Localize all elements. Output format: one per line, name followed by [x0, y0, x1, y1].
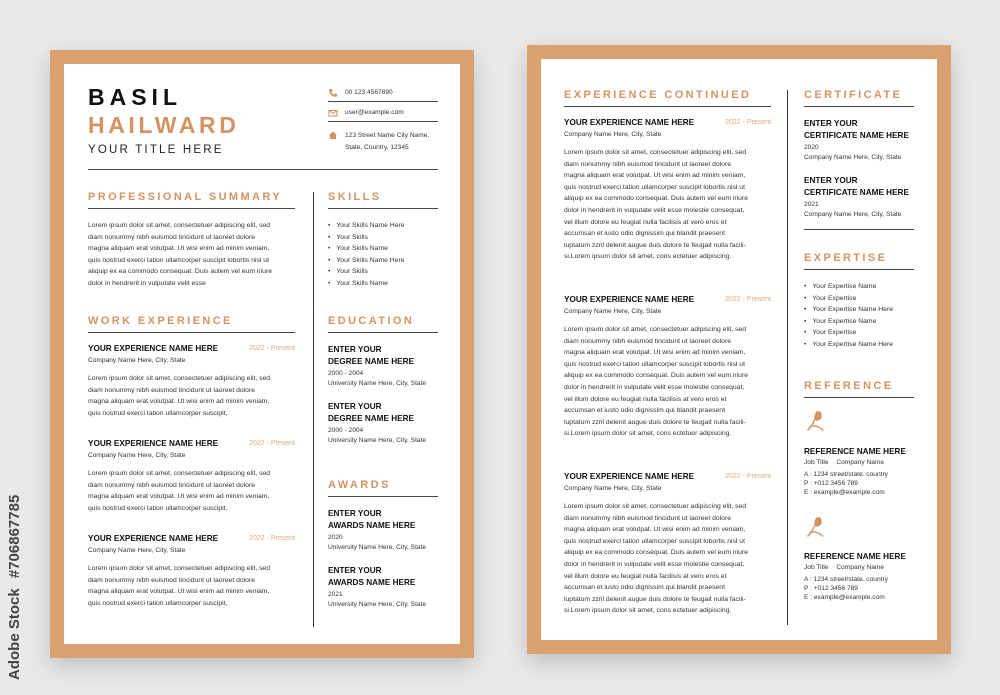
skill-item: • Your Skills	[328, 232, 405, 244]
skills-heading: SKILLS	[328, 191, 382, 203]
award-year: 2021	[328, 591, 343, 598]
job-title: YOUR EXPERIENCE NAME HERE	[564, 118, 695, 127]
experience-continued-heading: EXPERIENCE CONTINUED	[564, 89, 752, 101]
awards-heading: AWARDS	[328, 479, 391, 491]
job-company: Company Name Here, City, State	[564, 131, 662, 138]
education-item	[328, 401, 426, 444]
degree-school: University Name Here, City, State	[328, 380, 427, 387]
degree-name: ENTER YOUR DEGREE NAME HERE	[328, 345, 414, 366]
job-text: Lorem ipsum dolor sit amet, consectetuer adipiscing elit, sed diam nonummy nibh euismod tincidunt ut laoreet dolore magna aliquam erat volutpat. Ut wisi enim ad minim veniam, quis nostrud exerci tation ullamcorper suscipit,	[88, 470, 271, 512]
reference-role	[804, 564, 906, 571]
degree-school: University Name Here, City, State	[328, 437, 427, 444]
expertise-item: • Your Expertise Name	[804, 281, 893, 293]
degree-name: ENTER YOUR DEGREE NAME HERE	[328, 402, 414, 423]
expertise-item: • Your Expertise Name Here	[804, 339, 893, 351]
job-date: 2022 - Present	[725, 473, 771, 480]
certificate-heading: CERTIFICATE	[804, 89, 903, 101]
job-company: Company Name Here, City, State	[88, 547, 186, 554]
reference-heading: REFERENCE	[804, 380, 894, 392]
skills-list	[328, 220, 405, 290]
signature-icon	[804, 405, 830, 437]
certificate-rule	[804, 106, 914, 107]
reference-company: Company Name	[836, 564, 885, 571]
award-name: ENTER YOUR AWARDS NAME HERE	[328, 566, 416, 587]
job-text: Lorem ipsum dolor sit amet, consectetuer adipiscing elit, sed diam nonummy nibh euismod tincidunt ut laoreet dolore magna aliquam erat volutpat. Ut wisi enim ad minim veniam, quis nostrud exerci tation ullamcorper suscipit lobortis nisl ut aliquip ex ea commodo consequat. Duis autem vel eum iriure dolor in hendrerit in vulputate velit esse molestie consequat, vel illum dolore eu feugiat nulla facilisis at vero eros et accumsan et iusto odio dignissim qui blandit praesent luptatum zzril delenit augue duis dolore te feugait nulla facili- si.Lorem ipsum dolor sit amet, cons ectetuer adipiscing.	[564, 326, 748, 438]
awards-rule	[328, 496, 438, 497]
reference-phone: P : +012 3456 789	[804, 585, 858, 592]
certificate-year: 2021	[804, 201, 819, 208]
skill-item: • Your Skills	[328, 266, 405, 278]
certificate-item	[804, 175, 909, 218]
award-year: 2020	[328, 534, 343, 541]
reference-item	[804, 552, 906, 601]
job-title: YOUR EXPERIENCE NAME HERE	[564, 472, 695, 481]
job-date: 2022 - Present	[725, 119, 771, 126]
name-last: HAILWARD	[88, 112, 240, 138]
award-item	[328, 565, 426, 608]
contact-phone: 00 123 4567890	[345, 89, 393, 96]
expertise-item: • Your Expertise Name Here	[804, 304, 893, 316]
reference-job: Job Title	[804, 459, 829, 466]
expertise-item: • Your Expertise Name	[804, 316, 893, 328]
job-title: YOUR EXPERIENCE NAME HERE	[88, 344, 219, 353]
work-rule	[88, 332, 295, 333]
header-divider	[88, 169, 438, 170]
mail-icon	[328, 108, 338, 118]
certificate-year: 2020	[804, 144, 819, 151]
job-date: 2022 - Present	[249, 535, 295, 542]
reference-role	[804, 459, 906, 466]
page-2-paper	[541, 59, 937, 640]
skill-item: • Your Skills Name	[328, 278, 405, 290]
job-company: Company Name Here, City, State	[564, 485, 662, 492]
page-1-paper	[64, 64, 460, 644]
award-item	[328, 508, 426, 551]
job-date: 2022 - Present	[725, 296, 771, 303]
degree-years: 2000 - 2004	[328, 427, 364, 434]
watermark-brand: Adobe Stock	[6, 588, 23, 680]
skill-item: • Your Skills Name	[328, 243, 405, 255]
award-name: ENTER YOUR AWARDS NAME HERE	[328, 509, 416, 530]
reference-company: Company Name	[836, 459, 885, 466]
watermark-id: #706867785	[6, 494, 23, 579]
expertise-item: • Your Expertise	[804, 293, 893, 305]
summary-heading: PROFESSIONAL SUMMARY	[88, 191, 283, 203]
degree-years: 2000 - 2004	[328, 370, 364, 377]
signature-icon	[804, 511, 830, 543]
column-divider	[787, 90, 788, 625]
contact-divider	[328, 121, 438, 122]
skills-rule	[328, 208, 438, 209]
certificate-end-rule	[804, 229, 914, 230]
reference-rule	[804, 397, 914, 398]
watermark	[6, 430, 26, 690]
education-rule	[328, 332, 438, 333]
education-item	[328, 344, 426, 387]
reference-email: E : example@example.com	[804, 489, 885, 496]
certificate-item	[804, 118, 909, 161]
experience-rule	[564, 106, 771, 107]
job-title: YOUR EXPERIENCE NAME HERE	[88, 439, 219, 448]
contact-divider	[328, 101, 438, 102]
resume-page-1	[50, 50, 474, 658]
certificate-company: Company Name Here, City, State	[804, 211, 902, 218]
work-heading: WORK EXPERIENCE	[88, 315, 233, 327]
reference-address: A : 1234 street/state. country	[804, 471, 888, 478]
job-date: 2022 - Present	[249, 440, 295, 447]
job-company: Company Name Here, City, State	[88, 452, 186, 459]
expertise-item: • Your Expertise	[804, 327, 893, 339]
reference-email: E : example@example.com	[804, 594, 885, 601]
job-date: 2022 - Present	[249, 345, 295, 352]
skill-item: • Your Skills Name Here	[328, 255, 405, 267]
summary-rule	[88, 208, 295, 209]
certificate-company: Company Name Here, City, State	[804, 154, 902, 161]
summary-text: Lorem ipsum dolor sit amet, consectetuer adipiscing elit, sed diam nonummy nibh euismod tincidunt ut laoreet dolore magna aliquam erat volutpat. Ut wisi enim ad minim veniam, quis nostrud exerci tation ullamcorper suscipit lobortis nisl ut aliquip ex ea commodo consequat. Duis autem vel eum iriure dolor in hendrerit in vulputate velit esse	[88, 222, 272, 287]
reference-address: A : 1234 street/state. country	[804, 576, 888, 583]
job-title: YOUR EXPERIENCE NAME HERE	[564, 295, 695, 304]
award-school: University Name Here, City, State	[328, 601, 427, 608]
contact-email: user@example.com	[345, 109, 404, 116]
reference-name: REFERENCE NAME HERE	[804, 552, 906, 561]
job-title: YOUR EXPERIENCE NAME HERE	[88, 534, 219, 543]
job-text: Lorem ipsum dolor sit amet, consectetuer adipiscing elit, sed diam nonummy nibh euismod tincidunt ut laoreet dolore magna aliquam erat volutpat. Ut wisi enim ad minim veniam, quis nostrud exerci tation ullamcorper suscipit lobortis nisl ut aliquip ex ea commodo consequat. Duis autem vel eum iriure dolor in hendrerit in vulputate velit esse molestie consequat, vel illum dolore eu feugiat nulla facilisis at vero eros et accumsan et iusto odio dignissim qui blandit praesent luptatum zzril delenit augue duis dolore te feugait nulla facili- si.Lorem ipsum dolor sit amet, cons ectetuer adipiscing.	[564, 503, 748, 615]
job-text: Lorem ipsum dolor sit amet, consectetuer adipiscing elit, sed diam nonummy nibh euismod tincidunt ut laoreet dolore magna aliquam erat volutpat. Ut wisi enim ad minim veniam, quis nostrud exerci tation ullamcorper suscipit,	[88, 565, 271, 607]
expertise-heading: EXPERTISE	[804, 252, 888, 264]
phone-icon	[328, 88, 338, 98]
award-school: University Name Here, City, State	[328, 544, 427, 551]
expertise-list	[804, 281, 893, 351]
column-divider	[313, 192, 314, 627]
reference-job: Job Title	[804, 564, 829, 571]
education-heading: EDUCATION	[328, 315, 415, 327]
name-first: BASIL	[88, 84, 182, 110]
job-company: Company Name Here, City, State	[564, 308, 662, 315]
job-text: Lorem ipsum dolor sit amet, consectetuer adipiscing elit, sed diam nonummy nibh euismod tincidunt ut laoreet dolore magna aliquam erat volutpat. Ut wisi enim ad minim veniam, quis nostrud exerci tation ullamcorper suscipit,	[88, 375, 271, 417]
reference-phone: P : +012 3456 789	[804, 480, 858, 487]
certificate-name: ENTER YOUR CERTIFICATE NAME HERE	[804, 119, 909, 140]
skill-item: • Your Skills Name Here	[328, 220, 405, 232]
contact-address: 123 Street Name City Name, State, Country, 12345	[345, 132, 430, 151]
reference-name: REFERENCE NAME HERE	[804, 447, 906, 456]
resume-page-2	[527, 45, 951, 654]
certificate-name: ENTER YOUR CERTIFICATE NAME HERE	[804, 176, 909, 197]
job-title-heading: YOUR TITLE HERE	[88, 144, 224, 156]
job-text: Lorem ipsum dolor sit amet, consectetuer adipiscing elit, sed diam nonummy nibh euismod tincidunt ut laoreet dolore magna aliquam erat volutpat. Ut wisi enim ad minim veniam, quis nostrud exerci tation ullamcorper suscipit lobortis nisl ut aliquip ex ea commodo consequat. Duis autem vel eum iriure dolor in hendrerit in vulputate velit esse molestie consequat, vel illum dolore eu feugiat nulla facilisis at vero eros et accumsan et iusto odio dignissim qui blandit praesent luptatum zzril delenit augue duis dolore te feugait nulla facili- si.Lorem ipsum dolor sit amet, cons ectetuer adipiscing.	[564, 149, 748, 261]
home-icon	[328, 130, 338, 140]
job-company: Company Name Here, City, State	[88, 357, 186, 364]
expertise-rule	[804, 269, 914, 270]
reference-item	[804, 447, 906, 496]
